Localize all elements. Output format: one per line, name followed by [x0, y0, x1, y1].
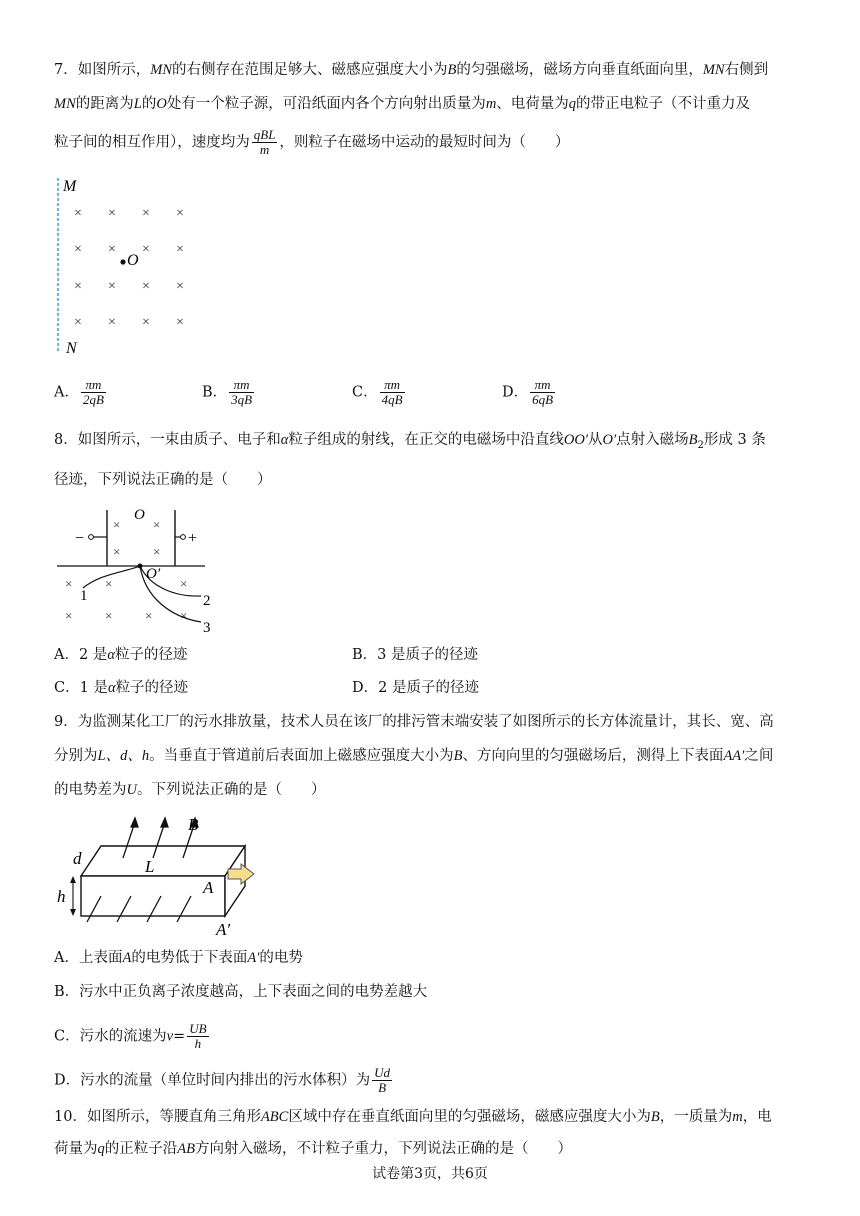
cross-mark: × — [142, 206, 150, 221]
cross-mark: × — [176, 315, 184, 330]
cross-mark: × — [74, 279, 82, 294]
page-footer: 试卷第3页，共6页 — [372, 1166, 488, 1182]
q10-line-2: 荷量为q的正粒子沿AB方向射入磁场，不计粒子重力，下列说法正确的是（ ） — [54, 1141, 572, 1157]
q9-line-3: 的电势差为U。下列说法正确的是（ ） — [54, 782, 326, 798]
cross-mark: × — [180, 608, 188, 623]
q7-line-2: MN的距离为L的O处有一个粒子源，可沿纸面内各个方向射出质量为m、电荷量为q的带正电粒子（不计重力及 — [54, 96, 751, 112]
cross-mark: × — [142, 279, 150, 294]
label-O: O — [127, 252, 139, 269]
cross-mark: × — [142, 315, 150, 330]
q9-line-2: 分别为L、d、h。当垂直于管道前后表面加上磁感应强度大小为B、方向向里的匀强磁场后，测得上下表面AA′之间 — [54, 748, 774, 764]
cross-mark: × — [74, 242, 82, 257]
q8-option-b[interactable]: B．3 是质子的径迹 — [352, 647, 478, 663]
cross-mark: × — [145, 608, 153, 623]
right-terminal — [181, 535, 186, 540]
q9-option-b[interactable]: B．污水中正负离子浓度越高，上下表面之间的电势差越大 — [54, 984, 428, 1000]
q7-option-c[interactable]: C． $\frac{\pi m}{4qB}$ — [352, 377, 403, 407]
h-arrow-up — [70, 876, 76, 883]
label-Oprime: O′ — [146, 566, 161, 582]
q9-option-d[interactable]: D．污水的流量（单位时间内排出的污水体积）为 $\frac{Ud}{B}$ — [54, 1065, 391, 1095]
cross-mark: × — [153, 517, 161, 532]
left-terminal — [89, 535, 94, 540]
track-label-3: 3 — [203, 620, 211, 636]
cross-mark: × — [108, 315, 116, 330]
minus-sign: − — [75, 530, 85, 547]
cross-mark: × — [176, 206, 184, 221]
label-O: O — [134, 507, 145, 523]
q9-option-a[interactable]: A．上表面A的电势低于下表面A′的电势 — [54, 950, 303, 966]
cross-mark: × — [65, 576, 73, 591]
cross-mark: × — [108, 206, 116, 221]
cross-mark: × — [113, 517, 121, 532]
cross-mark: × — [105, 608, 113, 623]
q9-option-c[interactable]: C．污水的流速为v= $\frac{UB}{h}$ — [54, 1021, 207, 1051]
q7-line-3: 粒子间的相互作用），速度均为 $\frac{\text{qBL}}{m}$ ，则粒子在磁场中运动的最短时间为（ ） — [54, 127, 570, 157]
track-label-1: 1 — [80, 588, 88, 604]
q7-speed-fraction: $\frac{\text{qBL}}{m}$ — [253, 127, 276, 157]
q8-line-2: 径迹，下列说法正确的是（ ） — [54, 472, 272, 488]
cross-mark: × — [113, 544, 121, 559]
label-L: L — [145, 857, 155, 876]
b-arrow-head — [161, 818, 168, 827]
cross-mark: × — [176, 242, 184, 257]
label-M: M — [63, 178, 77, 195]
q8-figure — [55, 502, 230, 638]
cross-mark: × — [153, 544, 161, 559]
q7-option-b[interactable]: B． $\frac{\pi m}{3qB}$ — [202, 377, 253, 407]
cross-mark: × — [176, 279, 184, 294]
track-label-2: 2 — [203, 593, 211, 609]
cross-mark: × — [74, 206, 82, 221]
cross-mark: × — [180, 576, 188, 591]
label-d: d — [73, 849, 82, 868]
label-N: N — [66, 340, 77, 357]
cross-mark: × — [105, 576, 113, 591]
cross-mark: × — [74, 315, 82, 330]
q8-line-1: 8．如图所示，一束由质子、电子和α粒子组成的射线，在正交的电磁场中沿直线OO′从O′点射入磁场$B_2$形成 3 条 — [54, 432, 766, 451]
q8-option-c[interactable]: C．1 是α粒子的径迹 — [54, 680, 189, 696]
particle-source-dot — [120, 259, 125, 264]
cross-mark: × — [108, 279, 116, 294]
box-top-face — [81, 846, 245, 876]
q7-option-a[interactable]: A． $\frac{\pi m}{2qB}$ — [54, 377, 104, 407]
q7-line-1: 7．如图所示，MN的右侧存在范围足够大、磁感应强度大小为B的匀强磁场，磁场方向垂直纸面向里，MN右侧到 — [54, 62, 769, 78]
q9-line-1: 9．为监测某化工厂的污水排放量，技术人员在该厂的排污管末端安装了如图所示的长方体流量计，其长、宽、高 — [54, 714, 774, 730]
cross-mark: × — [142, 242, 150, 257]
label-B: B — [188, 815, 199, 834]
q8-option-d[interactable]: D．2 是质子的径迹 — [352, 680, 479, 696]
b-arrow-head — [131, 818, 138, 827]
q9-figure — [55, 810, 260, 938]
q7-figure — [50, 172, 210, 360]
q10-line-1: 10．如图所示，等腰直角三角形ABC区域中存在垂直纸面向里的匀强磁场，磁感应强度大小为B，一质量为m，电 — [54, 1109, 772, 1125]
q7-option-d[interactable]: D． $\frac{\pi m}{6qB}$ — [502, 377, 554, 407]
label-A: A — [203, 878, 214, 897]
plus-sign: + — [188, 530, 198, 547]
h-arrow-down — [70, 909, 76, 916]
q8-option-a[interactable]: A．2 是α粒子的径迹 — [54, 647, 188, 663]
cross-mark: × — [65, 608, 73, 623]
label-Aprime: A′ — [216, 920, 231, 939]
label-h: h — [57, 887, 66, 906]
cross-mark: × — [108, 242, 116, 257]
